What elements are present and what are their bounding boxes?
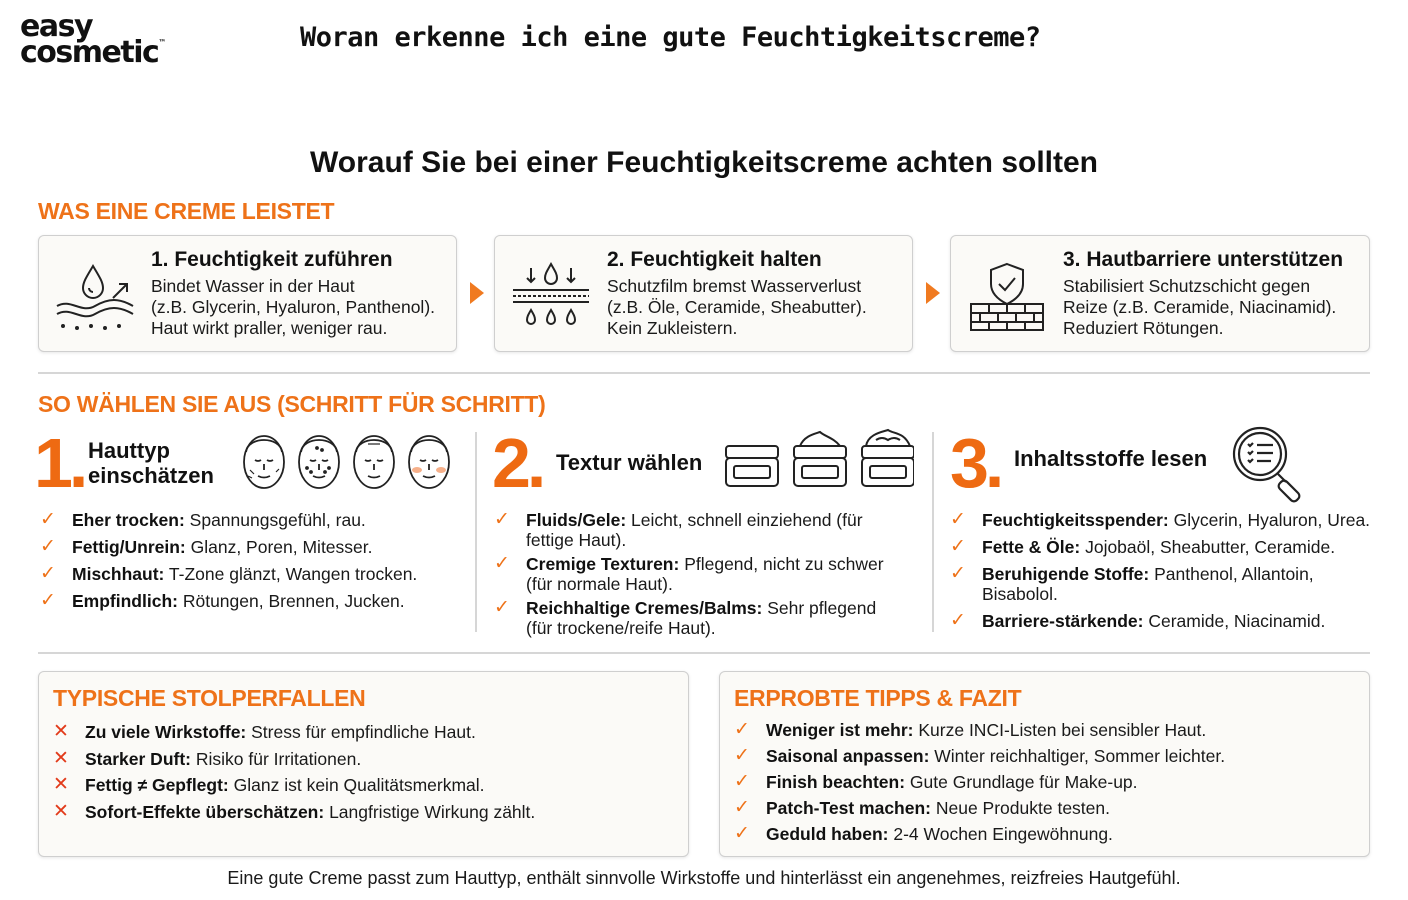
list-item: ✕ Sofort-Effekte überschätzen: Langfristige Wirkung zählt. <box>53 800 536 822</box>
column-divider <box>475 432 477 632</box>
pitfalls-list <box>51 722 671 822</box>
list-item: ✓ Eher trocken: Spannungsgefühl, rau. <box>40 509 366 530</box>
card-line: Reize (z.B. Ceramide, Niacinamid). <box>1063 297 1337 317</box>
tips-list <box>732 720 1352 844</box>
pitfalls-title: TYPISCHE STOLPERFALLEN <box>53 685 366 711</box>
list-item: ✓ Saisonal anpassen: Winter reichhaltiger, Sommer leichter. <box>734 745 1226 766</box>
card-line: (z.B. Glycerin, Hyaluron, Panthenol). <box>151 297 436 317</box>
list-item: ✓ Reichhaltige Cremes/Balms: Sehr pflegend (für trockene/reife Haut). <box>494 597 877 638</box>
page-title: Woran erkenne ich eine gute Feuchtigkeitscreme? <box>300 22 1041 53</box>
card-line: Bindet Wasser in der Haut <box>151 276 355 296</box>
list-item: ✕ Fettig ≠ Gepflegt: Glanz ist kein Qualitätsmerkmal. <box>53 774 485 795</box>
cream-jars-icon <box>722 428 914 490</box>
skin-type-faces-icon <box>240 430 455 492</box>
step-label-2: Textur wählen <box>556 450 703 475</box>
footer-summary: Eine gute Creme passt zum Hauttyp, enthält sinnvolle Wirkstoffe und hinterlässt ein angenehmes, reizfreies Hautgefühl. <box>227 868 1181 888</box>
step-label-1: Hauttyp einschätzen <box>88 438 214 488</box>
check-icon: ✓ <box>40 590 56 611</box>
list-item: ✓ Weniger ist mehr: Kurze INCI-Listen bei sensibler Haut. <box>734 719 1207 740</box>
card-line: Reduziert Rötungen. <box>1063 318 1224 338</box>
list-item: ✓ Feuchtigkeitsspender: Glycerin, Hyaluron, Urea. <box>950 509 1371 530</box>
list-item: ✓ Fette & Öle: Jojobaöl, Sheabutter, Ceramide. <box>950 536 1336 557</box>
list-item: ✓ Beruhigende Stoffe: Panthenol, Allantoin, Bisabolol. <box>950 563 1314 604</box>
card-head: 2. Feuchtigkeit halten <box>607 248 822 271</box>
cross-icon: ✕ <box>53 774 69 795</box>
brand-logo <box>20 9 167 70</box>
card-hautbarriere <box>950 235 1370 352</box>
check-icon: ✓ <box>950 509 966 530</box>
check-icon: ✓ <box>950 536 966 557</box>
list-item: ✕ Zu viele Wirkstoffe: Stress für empfindliche Haut. <box>53 721 476 742</box>
card-feuchtigkeit-zufuehren <box>38 235 457 352</box>
step-number-3: 3. <box>950 424 1001 502</box>
card-line: (z.B. Öle, Ceramide, Sheabutter). <box>607 297 867 317</box>
list-item: ✓ Fettig/Unrein: Glanz, Poren, Mitesser. <box>40 536 373 557</box>
textur-list <box>492 510 932 638</box>
arrow-right-icon <box>470 282 484 304</box>
card-line: Stabilisiert Schutzschicht gegen <box>1063 276 1311 296</box>
check-icon: ✓ <box>40 509 56 530</box>
card-line: Schutzfilm bremst Wasserverlust <box>607 276 862 296</box>
water-barrier-icon <box>509 258 593 334</box>
list-item: ✓ Empfindlich: Rötungen, Brennen, Jucken. <box>40 590 405 611</box>
section-title-leistet: WAS EINE CREME LEISTET <box>38 198 335 224</box>
logo-line-2: cosmetic™ <box>20 34 167 70</box>
tips-box <box>719 671 1370 857</box>
cross-icon: ✕ <box>53 721 69 742</box>
card-head: 3. Hautbarriere unterstützen <box>1063 248 1344 271</box>
divider <box>38 372 1370 374</box>
check-icon: ✓ <box>40 536 56 557</box>
list-item: ✓ Cremige Texturen: Pflegend, nicht zu schwer (für normale Haut). <box>494 553 884 594</box>
inhaltsstoffe-list <box>948 510 1378 631</box>
card-line: Haut wirkt praller, weniger rau. <box>151 318 388 338</box>
card-feuchtigkeit-halten <box>494 235 913 352</box>
arrow-right-icon <box>926 282 940 304</box>
list-item: ✓ Mischhaut: T-Zone glänzt, Wangen trocken. <box>40 563 418 584</box>
pitfalls-box <box>38 671 689 857</box>
check-icon: ✓ <box>950 610 966 631</box>
list-item: ✓ Finish beachten: Gute Grundlage für Make-up. <box>734 771 1138 792</box>
divider <box>38 652 1370 654</box>
skin-moisture-icon <box>53 258 137 334</box>
check-icon: ✓ <box>494 509 510 530</box>
step-label-3: Inhaltsstoffe lesen <box>1014 446 1208 471</box>
check-icon: ✓ <box>950 563 966 584</box>
check-icon: ✓ <box>494 553 510 574</box>
logo-line-1: easy <box>20 9 93 44</box>
hauttyp-list <box>38 510 458 611</box>
list-item: ✓ Barriere-stärkende: Ceramide, Niacinamid. <box>950 610 1326 631</box>
list-item: ✓ Patch-Test machen: Neue Produkte testen. <box>734 797 1110 818</box>
check-icon: ✓ <box>40 563 56 584</box>
check-icon: ✓ <box>494 597 510 618</box>
step-number-1: 1. <box>34 424 85 502</box>
check-icon: ✓ <box>734 797 750 818</box>
list-item: ✕ Starker Duft: Risiko für Irritationen. <box>53 747 362 769</box>
cross-icon: ✕ <box>53 747 69 769</box>
check-icon: ✓ <box>734 771 750 792</box>
cross-icon: ✕ <box>53 800 69 822</box>
magnifier-list-icon <box>1228 424 1308 504</box>
check-icon: ✓ <box>734 719 750 740</box>
list-item: ✓ Fluids/Gele: Leicht, schnell einziehend (für fettige Haut). <box>494 509 863 550</box>
check-icon: ✓ <box>734 823 750 844</box>
check-icon: ✓ <box>734 745 750 766</box>
card-head: 1. Feuchtigkeit zuführen <box>151 248 393 271</box>
tips-title: ERPROBTE TIPPS & FAZIT <box>734 685 1022 711</box>
list-item: ✓ Geduld haben: 2-4 Wochen Eingewöhnung. <box>734 823 1113 844</box>
step-number-2: 2. <box>492 424 543 502</box>
shield-wall-icon <box>965 258 1049 334</box>
main-title: Worauf Sie bei einer Feuchtigkeitscreme achten sollten <box>309 146 1098 179</box>
section-title-auswahl: SO WÄHLEN SIE AUS (SCHRITT FÜR SCHRITT) <box>38 391 546 417</box>
card-line: Kein Zukleistern. <box>607 318 738 338</box>
column-divider <box>932 432 934 632</box>
